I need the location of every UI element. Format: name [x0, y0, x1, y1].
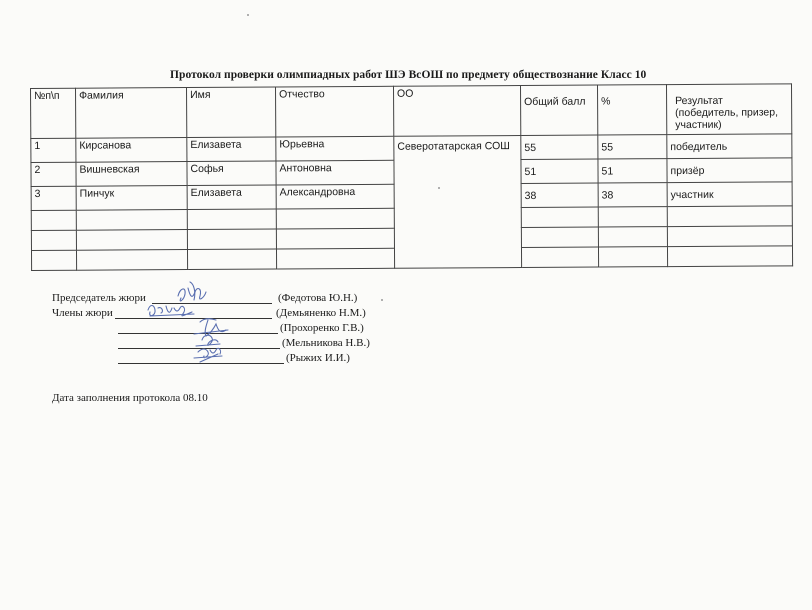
results-table — [30, 83, 793, 271]
row-percent: 38 — [598, 183, 667, 207]
header-result: Результат (победитель, призер, участник) — [666, 84, 791, 135]
header-score: Общий балл — [520, 85, 597, 135]
row-percent: 55 — [598, 135, 667, 159]
row-surname: Кирсанова — [76, 138, 187, 163]
row-surname: Пинчук — [76, 186, 187, 211]
row-patronymic: Юрьевна — [276, 136, 394, 161]
row-name: Елизавета — [187, 185, 276, 210]
jury-name: (Рыжих И.И.) — [286, 352, 350, 364]
row-num: 3 — [31, 186, 76, 210]
row-percent: 51 — [598, 159, 667, 183]
jury-name: (Прохоренко Г.В.) — [280, 322, 364, 334]
row-result: участник — [667, 182, 792, 207]
row-patronymic: Антоновна — [276, 160, 394, 185]
row-score: 55 — [521, 135, 598, 159]
row-result: призёр — [667, 158, 792, 183]
row-score: 38 — [521, 183, 598, 207]
members-label: Члены жюри — [52, 307, 113, 319]
header-num: №п\п — [31, 88, 76, 138]
header-percent: % — [597, 85, 666, 135]
school-cell: Северотатарская СОШ — [394, 136, 522, 269]
row-num: 1 — [31, 138, 76, 162]
jury-name: (Мельникова Н.В.) — [282, 337, 370, 349]
document-title: Протокол проверки олимпиадных работ ШЭ ВсОШ по предмету обществознание Класс 10 — [170, 69, 647, 81]
row-patronymic: Александровна — [276, 184, 394, 209]
header-patronymic: Отчество — [275, 86, 393, 137]
header-school: ОО — [393, 86, 520, 137]
handwritten-signatures — [140, 278, 270, 368]
row-num: 2 — [31, 162, 76, 186]
row-result: победитель — [667, 134, 792, 159]
row-score: 51 — [521, 159, 598, 183]
jury-name: (Федотова Ю.Н.) — [278, 292, 358, 304]
row-surname: Вишневская — [76, 162, 187, 187]
header-surname: Фамилия — [76, 88, 187, 139]
chair-label: Председатель жюри — [52, 292, 146, 304]
header-name: Имя — [187, 87, 276, 138]
fill-date: Дата заполнения протокола 08.10 — [52, 392, 208, 404]
row-name: Елизавета — [187, 137, 276, 162]
jury-name: (Демьяненко Н.М.) — [276, 307, 366, 319]
row-name: Софья — [187, 161, 276, 186]
table-header-row — [31, 84, 792, 139]
